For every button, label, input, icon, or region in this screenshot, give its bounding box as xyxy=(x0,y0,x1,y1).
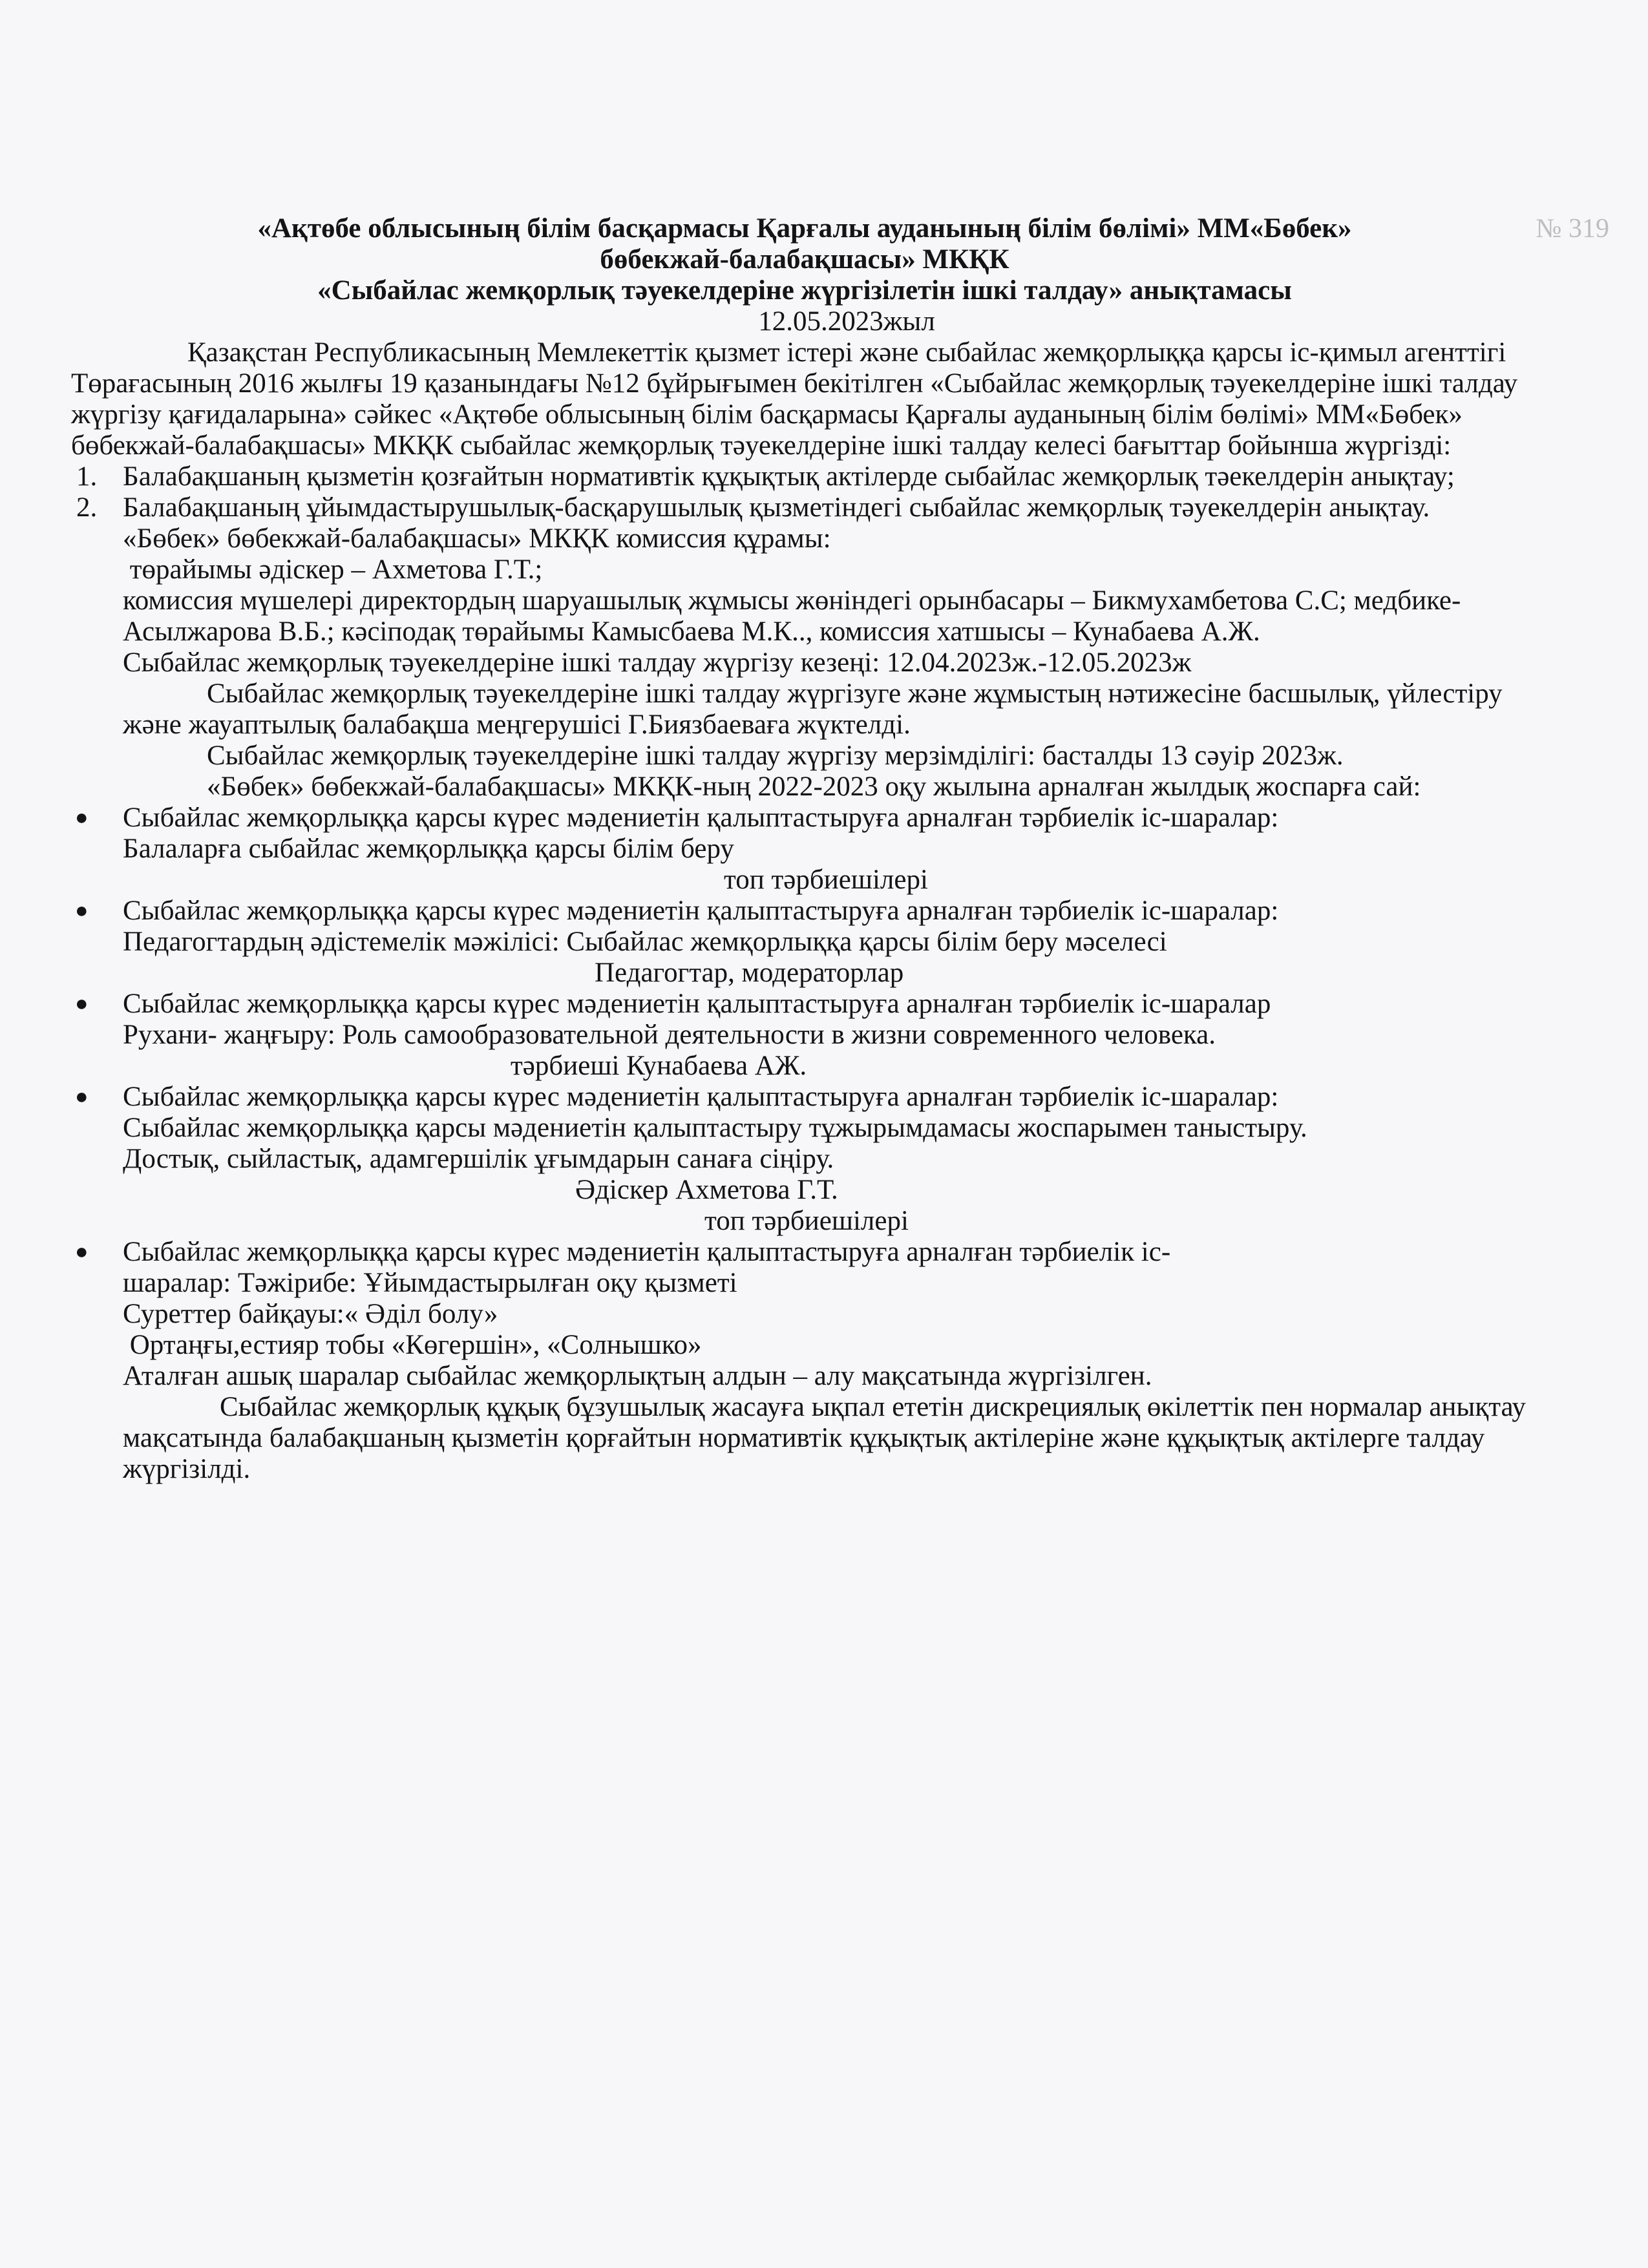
commission-title: «Бөбек» бөбекжай-балабақшасы» МКҚК комиссия құрамы: xyxy=(123,523,831,554)
start-date-paragraph: Сыбайлас жемқорлық тәуекелдеріне ішкі талдау жүргізу мерзімділігі: басталды 13 сәуір 2023ж. xyxy=(207,740,1344,771)
activity-line: Сыбайлас жемқорлыққа қарсы күрес мәдениетін қалыптастыруға арналған тәрбиелік іс-шаралар: xyxy=(123,803,1279,833)
responsibility-paragraph: Сыбайлас жемқорлық тәуекелдеріне ішкі талдау жүргізуге және жұмыстың нәтижесіне басшылық, үйлестіру және жауаптылық балабақша меңгерушісі Г.Биязбаевағa жүктелді. xyxy=(123,678,1503,740)
activity-line: Сыбайлас жемқорлыққа қарсы мәдениетін қалыптастыру тұжырымдамасы жоспарымен таныстыру. xyxy=(123,1113,1307,1143)
header-line-3: «Сыбайлас жемқорлық тәуекелдеріне жүргізілетін ішкі талдау» анықтамасы xyxy=(317,275,1292,306)
activity-line: Балаларға сыбайлас жемқорлыққа қарсы білім беру xyxy=(123,834,734,864)
activity-line: Педагогтардың әдістемелік мәжілісі: Сыбайлас жемқорлыққа қарсы білім беру мәселесі xyxy=(123,927,1167,957)
activity-line: Рухани- жаңғыру: Роль самообразовательной деятельности в жизни современного человека. xyxy=(123,1020,1216,1050)
direction-number: 2. xyxy=(76,492,98,523)
bullet-icon: ● xyxy=(75,806,89,830)
header-line-1: «Ақтөбе облысының білім басқармасы Қарғалы ауданының білім бөлімі» ММ«Бөбек» xyxy=(257,213,1352,244)
directions-list xyxy=(71,461,1538,523)
activity-item xyxy=(71,896,1538,989)
intro-paragraph: Қазақстан Республикасының Мемлекеттік қызмет істері және сыбайлас жемқорлыққа қарсы іс-қимыл агенттігі Төрағасының 2016 жылғы 19 қазанындағы №12 бұйрығымен бекітілген «Сыбайлас жемқорлық тәуекелдеріне ішкі талдау жүргізу қағидаларына» сәйкес «Ақтөбе облысының білім басқармасы Қарғалы ауданының білім бөлімі» ММ«Бөбек» бөбекжай-балабақшасы» МКҚК сыбайлас жемқорлық тәуекелдеріне ішкі талдау келесі бағыттар бойынша жүргізді: xyxy=(71,337,1518,461)
activity-responsible: топ тәрбиешілері xyxy=(704,1206,909,1236)
activity-responsible: Педагогтар, модераторлар xyxy=(595,958,904,988)
document-body xyxy=(71,213,1538,1485)
bleed-page-number: № 319 xyxy=(1536,214,1609,244)
direction-text: Балабақшаның қызметін қозғайтын нормативтік құқықтық актілерде сыбайлас жемқорлық тәекелдерін анықтау; xyxy=(123,461,1455,492)
activity-item xyxy=(71,803,1538,896)
activity-responsible: топ тәрбиешілері xyxy=(724,865,928,895)
document-date: 12.05.2023жыл xyxy=(758,306,935,337)
activity-line: Суреттер байқауы:« Әділ болу» xyxy=(123,1299,498,1329)
activity-line: Сыбайлас жемқорлыққа қарсы күрес мәдениетін қалыптастыруға арналған тәрбиелік іс-шаралар xyxy=(123,989,1271,1019)
activity-responsible: тәрбиеші Кунабаева АЖ. xyxy=(511,1051,807,1081)
activity-line: Достық, сыйластық, адамгершілік ұғымдарын санаға сіңіру. xyxy=(123,1144,834,1174)
direction-item xyxy=(71,461,1538,492)
direction-text: Балабақшаның ұйымдастырушылық-басқарушылық қызметіндегі сыбайлас жемқорлық тәуекелдерін анықтау. xyxy=(123,492,1430,523)
header-line-2: бөбекжай-балабақшасы» МКҚК xyxy=(600,244,1009,275)
plan-intro-paragraph: «Бөбек» бөбекжай-балабақшасы» МКҚК-ның 2022-2023 оқу жылына арналған жылдық жоспарға сай: xyxy=(207,772,1421,802)
bullet-icon: ● xyxy=(75,992,89,1016)
final-paragraph: Сыбайлас жемқорлық құқық бұзушылық жасауға ықпал ететін дискрециялық өкілеттік пен нормалар анықтау мақсатында балабақшаның қызметін қорғайтын нормативтік құқықтық актілеріне және құқықтық актілерге талдау жүргізілді. xyxy=(123,1392,1526,1484)
activity-item xyxy=(71,989,1538,1082)
activity-item xyxy=(71,1082,1538,1237)
commission-members: комиссия мүшелері директордың шаруашылық жұмысы жөніндегі орынбасары – Бикмухамбетова С.С; медбике-Асылжарова В.Б.; кәсіподақ төрайымы Камысбаева М.К.., комиссия хатшысы – Кунабаева А.Ж. xyxy=(123,585,1461,647)
activity-item xyxy=(71,1237,1538,1361)
direction-item xyxy=(71,492,1538,523)
activities-list xyxy=(71,803,1538,1361)
activity-line: Сыбайлас жемқорлыққа қарсы күрес мәдениетін қалыптастыруға арналған тәрбиелік іс-шаралар: xyxy=(123,896,1279,926)
document-header xyxy=(171,213,1438,306)
direction-number: 1. xyxy=(76,461,98,492)
commission-block xyxy=(71,523,1538,678)
activity-line: Ортаңғы,естияр тобы «Көгершін», «Солнышко» xyxy=(123,1330,702,1360)
closing-paragraph: Аталған ашық шаралар сыбайлас жемқорлықтың алдын – алу мақсатында жүргізілген. xyxy=(123,1361,1152,1391)
activity-line: шаралар: Тәжірибе: Ұйымдастырылған оқу қызметі xyxy=(123,1268,737,1298)
bullet-icon: ● xyxy=(75,899,89,923)
bullet-icon: ● xyxy=(75,1240,89,1264)
activity-responsible: Әдіскер Ахметова Г.Т. xyxy=(575,1175,838,1205)
analysis-period: Сыбайлас жемқорлық тәуекелдеріне ішкі талдау жүргізу кезеңі: 12.04.2023ж.-12.05.2023ж xyxy=(123,647,1192,678)
bullet-icon: ● xyxy=(75,1085,89,1109)
activity-line: Сыбайлас жемқорлыққа қарсы күрес мәдениетін қалыптастыруға арналған тәрбиелік іс- xyxy=(123,1237,1171,1267)
commission-chair: төрайымы әдіскер – Ахметова Г.Т.; xyxy=(123,554,543,585)
activity-line: Сыбайлас жемқорлыққа қарсы күрес мәдениетін қалыптастыруға арналған тәрбиелік іс-шаралар: xyxy=(123,1082,1279,1112)
